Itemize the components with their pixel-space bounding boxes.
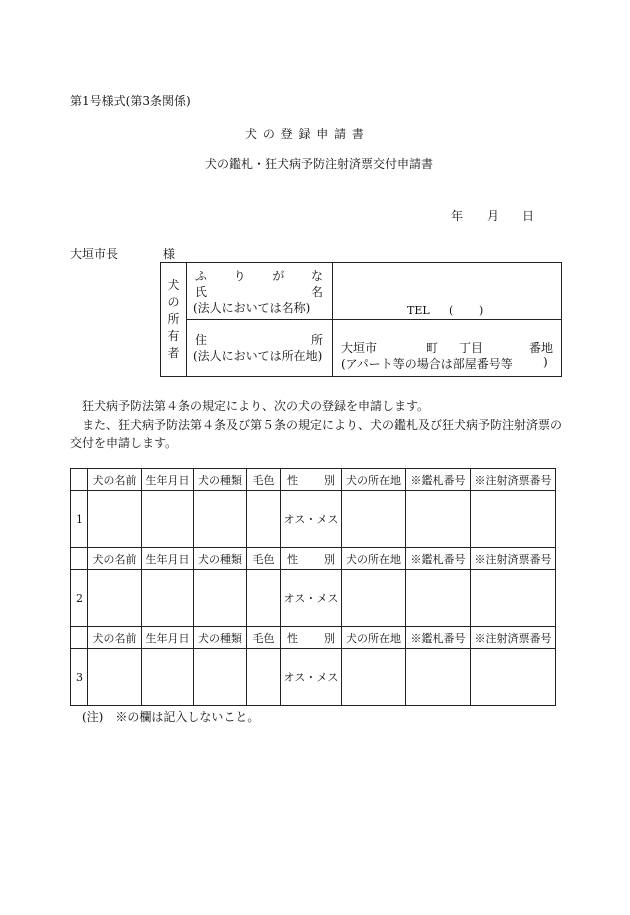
header-birthdate: 生年月日 <box>142 627 194 649</box>
header-breed: 犬の種類 <box>194 548 247 570</box>
table-header-row <box>71 548 556 570</box>
header-dog-name: 犬の名前 <box>88 469 142 491</box>
header-num-cell <box>71 627 88 649</box>
date-day-label: 日 <box>522 209 535 223</box>
location-cell[interactable] <box>342 649 406 706</box>
address-chome: 丁目 <box>459 341 484 355</box>
row-number: 3 <box>71 649 88 706</box>
header-sex-char: 性 <box>287 631 298 645</box>
birthdate-cell[interactable] <box>142 570 194 627</box>
owner-label <box>161 277 186 362</box>
breed-cell[interactable] <box>194 491 247 548</box>
header-coat-color: 毛色 <box>247 469 281 491</box>
address-city: 大垣市 <box>341 341 378 355</box>
header-coat-color: 毛色 <box>247 548 281 570</box>
sex-cell[interactable]: オス・メス <box>281 649 342 706</box>
header-location: 犬の所在地 <box>342 469 406 491</box>
owner-divider <box>186 319 561 320</box>
header-sex-char: 別 <box>324 473 335 487</box>
table-row <box>71 570 556 627</box>
tel-paren-open: ( <box>449 304 454 317</box>
header-sex <box>281 627 342 649</box>
header-tag-number: ※鑑札番号 <box>406 627 471 649</box>
header-breed: 犬の種類 <box>194 469 247 491</box>
sex-cell[interactable]: オス・メス <box>281 491 342 548</box>
address-label-char: 所 <box>310 333 323 347</box>
furigana-char: が <box>272 269 285 283</box>
table-row <box>71 649 556 706</box>
breed-cell[interactable] <box>194 570 247 627</box>
dog-table <box>70 468 556 706</box>
statement-2: また、狂犬病予防法第４条及び第５条の規定により、犬の鑑札及び狂犬病予防注射済票の <box>82 418 563 432</box>
tag-number-cell <box>406 649 471 706</box>
header-breed: 犬の種類 <box>194 627 247 649</box>
tag-number-cell <box>406 570 471 627</box>
coat-color-cell[interactable] <box>247 491 281 548</box>
header-dog-name: 犬の名前 <box>88 548 142 570</box>
header-sex-char: 別 <box>324 552 335 566</box>
header-location: 犬の所在地 <box>342 548 406 570</box>
header-vaccine-tag-number: ※注射済票番号 <box>471 627 556 649</box>
breed-cell[interactable] <box>194 649 247 706</box>
header-sex-char: 別 <box>324 631 335 645</box>
vaccine-tag-number-cell <box>471 649 556 706</box>
tag-number-cell <box>406 491 471 548</box>
header-coat-color: 毛色 <box>247 627 281 649</box>
location-cell[interactable] <box>342 491 406 548</box>
header-vaccine-tag-number: ※注射済票番号 <box>471 469 556 491</box>
header-num-cell <box>71 469 88 491</box>
header-sex <box>281 469 342 491</box>
header-sex-char: 性 <box>287 473 298 487</box>
sex-cell[interactable]: オス・メス <box>281 570 342 627</box>
form-number: 第1号様式(第3条関係) <box>70 94 191 108</box>
addressee-honorific: 様 <box>163 247 176 261</box>
header-num-cell <box>71 548 88 570</box>
coat-color-cell[interactable] <box>247 570 281 627</box>
statement-2-cont: 交付を申請します。 <box>70 436 178 450</box>
owner-label-char: 有 <box>167 329 180 343</box>
vaccine-tag-number-cell <box>471 570 556 627</box>
address-town: 町 <box>426 341 439 355</box>
furigana-char: な <box>310 269 323 283</box>
owner-label-char: 犬 <box>167 278 180 292</box>
name-label <box>195 283 323 300</box>
row-number: 2 <box>71 570 88 627</box>
header-sex <box>281 548 342 570</box>
header-tag-number: ※鑑札番号 <box>406 548 471 570</box>
form-title: 犬 の 登 録 申 請 書 <box>245 127 365 141</box>
addressee-name: 大垣市長 <box>70 247 119 261</box>
coat-color-cell[interactable] <box>247 649 281 706</box>
address-apartment-close: ) <box>543 355 548 369</box>
location-cell[interactable] <box>342 570 406 627</box>
header-tag-number: ※鑑札番号 <box>406 469 471 491</box>
tel-label: TEL <box>407 304 430 317</box>
dog-name-cell[interactable] <box>88 491 142 548</box>
header-dog-name: 犬の名前 <box>88 627 142 649</box>
address-apartment-note: (アパート等の場合は部屋番号等 <box>341 357 513 371</box>
tel-paren-close: ) <box>479 304 484 317</box>
dog-name-cell[interactable] <box>88 570 142 627</box>
furigana-char: り <box>233 269 246 283</box>
furigana-char: ふ <box>195 269 208 283</box>
form-subtitle: 犬の鑑札・狂犬病予防注射済票交付申請書 <box>205 157 434 171</box>
header-birthdate: 生年月日 <box>142 469 194 491</box>
date-month-label: 月 <box>487 209 500 223</box>
owner-section <box>160 262 562 377</box>
address-label-char: 住 <box>195 333 208 347</box>
birthdate-cell[interactable] <box>142 649 194 706</box>
address-banchi: 番地 <box>529 341 554 355</box>
name-label-char: 氏 <box>195 285 208 299</box>
header-location: 犬の所在地 <box>342 627 406 649</box>
vaccine-tag-number-cell <box>471 491 556 548</box>
row-number: 1 <box>71 491 88 548</box>
table-header-row <box>71 627 556 649</box>
address-label <box>195 331 323 348</box>
address-note: (法人においては所在地) <box>193 349 323 363</box>
footnote: (注) ※の欄は記入しないこと。 <box>82 710 260 724</box>
table-header-row <box>71 469 556 491</box>
owner-label-char: 所 <box>167 312 180 326</box>
table-row <box>71 491 556 548</box>
birthdate-cell[interactable] <box>142 491 194 548</box>
header-birthdate: 生年月日 <box>142 548 194 570</box>
date-year-label: 年 <box>451 209 464 223</box>
owner-label-char: の <box>167 295 180 309</box>
header-sex-char: 性 <box>287 552 298 566</box>
furigana-label <box>195 267 323 284</box>
dog-name-cell[interactable] <box>88 649 142 706</box>
name-label-char: 名 <box>310 285 323 299</box>
header-vaccine-tag-number: ※注射済票番号 <box>471 548 556 570</box>
owner-label-char: 者 <box>167 346 180 360</box>
statement-1: 狂犬病予防法第４条の規定により、次の犬の登録を申請します。 <box>82 399 430 413</box>
name-note: (法人においては名称) <box>193 301 311 315</box>
